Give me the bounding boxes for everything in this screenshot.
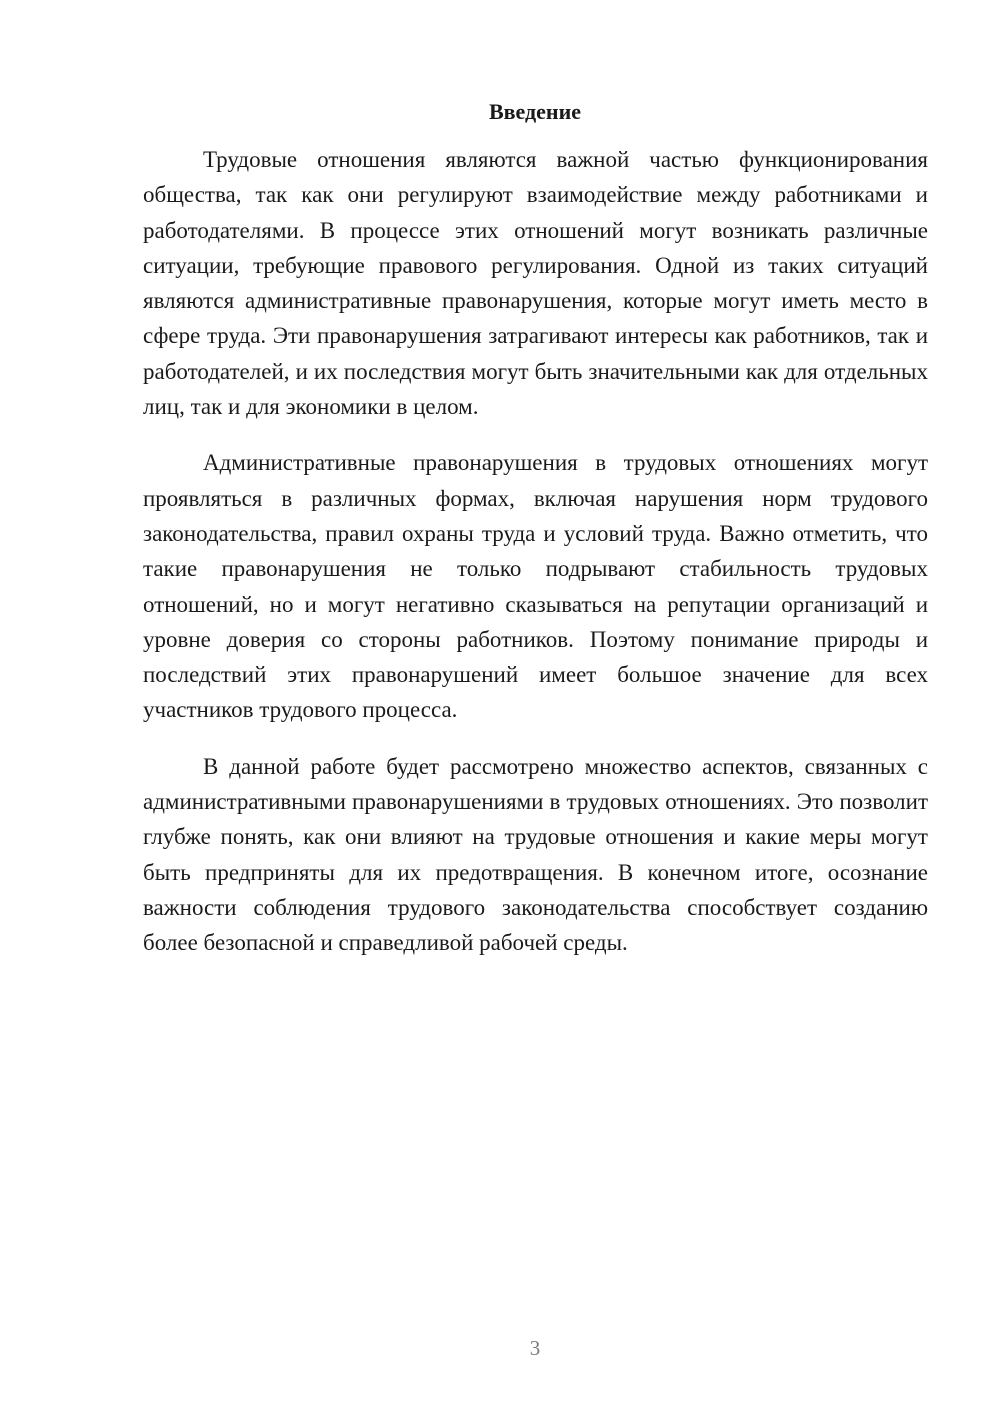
section-title: Введение bbox=[488, 99, 582, 124]
page-number: 3 bbox=[529, 1336, 541, 1360]
paragraph-3: В данной работе будет рассмотрено множество аспектов, связанных с административными правонарушениями в трудовых отношениях. Это позволит глубже понять, как они влияют на трудовые отношения и какие меры могут быть предприняты для их предотвращения. В конечном итоге, осознание важности соблюдения трудового законодательства способствует созданию более безопасной и справедливой рабочей среды. bbox=[143, 753, 928, 956]
paragraph-1: Трудовые отношения являются важной частью функционирования общества, так как они регулируют взаимодействие между работниками и работодателями. В процессе этих отношений могут возникать различные ситуации, требующие правового регулирования. Одной из таких ситуаций являются административные правонарушения, которые могут иметь место в сфере труда. Эти правонарушения затрагивают интересы как работников, так и работодателей, и их последствия могут быть значительными как для отдельных лиц, так и для экономики в целом. bbox=[143, 147, 928, 420]
body-text bbox=[143, 142, 928, 982]
paragraph-2: Административные правонарушения в трудовых отношениях могут проявляться в различных формах, включая нарушения норм трудового законодательства, правил охраны труда и условий труда. Важно отметить, что такие правонарушения не только подрывают стабильность трудовых отношений, но и могут негативно сказываться на репутации организаций и уровне доверия со стороны работников. Поэтому понимание природы и последствий этих правонарушений имеет большое значение для всех участников трудового процесса. bbox=[143, 450, 928, 723]
